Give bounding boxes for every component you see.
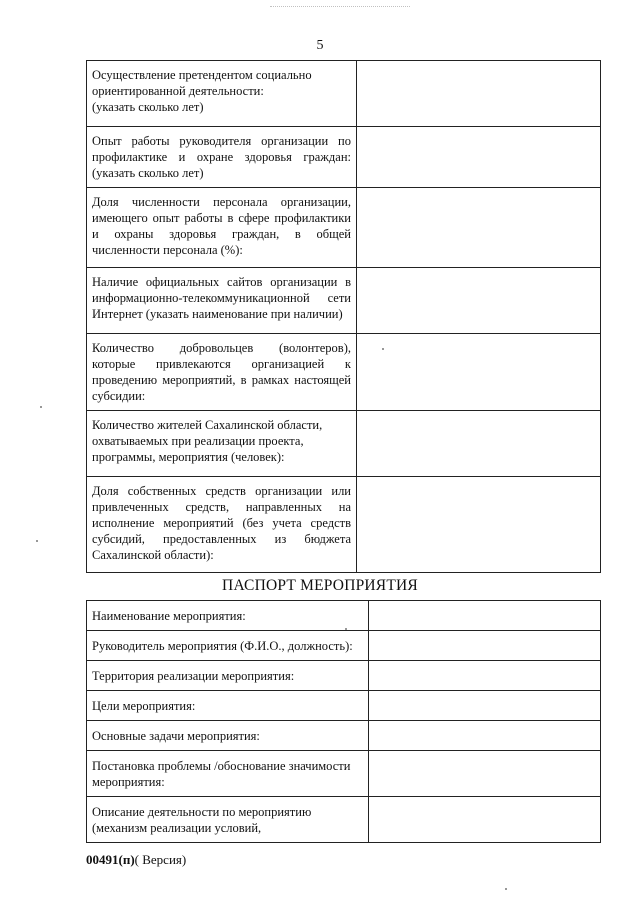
row-label: Руководитель мероприятия (Ф.И.О., должность): — [87, 631, 369, 661]
table-row — [87, 601, 601, 631]
row-label: Количество добровольцев (волонтеров), которые привлекаются организацией к проведению мероприятий, в рамках настоящей субсидии: — [87, 334, 357, 411]
row-value-field[interactable] — [357, 127, 601, 188]
row-label: Цели мероприятия: — [87, 691, 369, 721]
row-value-field[interactable] — [357, 334, 601, 411]
row-value-field[interactable] — [357, 61, 601, 127]
table-row — [87, 631, 601, 661]
organization-info-table — [86, 60, 601, 573]
row-label: Постановка проблемы /обоснование значимости мероприятия: — [87, 751, 369, 797]
row-label: Осуществление претендентом социально ориентированной деятельности: (указать сколько лет) — [87, 61, 357, 127]
table-row — [87, 721, 601, 751]
scan-speck — [345, 628, 347, 630]
page-number: 5 — [316, 38, 324, 53]
row-label: Количество жителей Сахалинской области, охватываемых при реализации проекта, программы, мероприятия (человек): — [87, 411, 357, 477]
row-value-field[interactable] — [369, 797, 601, 843]
table-row — [87, 691, 601, 721]
scan-artifact — [270, 6, 410, 15]
table-row — [87, 61, 601, 127]
document-version: ( Версия) — [134, 852, 187, 867]
scan-speck — [505, 888, 507, 890]
row-value-field[interactable] — [369, 751, 601, 797]
table-row — [87, 411, 601, 477]
table-row — [87, 268, 601, 334]
row-label: Описание деятельности по мероприятию (механизм реализации условий, — [87, 797, 369, 843]
table-row — [87, 661, 601, 691]
row-value-field[interactable] — [369, 721, 601, 751]
row-label: Наименование мероприятия: — [87, 601, 369, 631]
table-row — [87, 334, 601, 411]
row-label: Опыт работы руководителя организации по профилактике и охране здоровья граждан: (указать сколько лет) — [87, 127, 357, 188]
row-label: Территория реализации мероприятия: — [87, 661, 369, 691]
table-row — [87, 751, 601, 797]
row-label: Доля собственных средств организации или привлеченных средств, направленных на исполнение мероприятий (без учета средств субсидий, предоставленных из бюджета Сахалинской области): — [87, 477, 357, 573]
row-value-field[interactable] — [357, 188, 601, 268]
row-label: Основные задачи мероприятия: — [87, 721, 369, 751]
row-value-field[interactable] — [369, 631, 601, 661]
table-row — [87, 127, 601, 188]
scan-speck — [40, 406, 42, 408]
row-value-field[interactable] — [357, 477, 601, 573]
row-value-field[interactable] — [369, 601, 601, 631]
footer-code — [86, 852, 186, 868]
event-passport-table — [86, 600, 601, 843]
row-value-field[interactable] — [357, 411, 601, 477]
scan-speck — [36, 540, 38, 542]
row-label: Доля численности персонала организации, имеющего опыт работы в сфере профилактики и охраны здоровья граждан, в общей численности персонала (%): — [87, 188, 357, 268]
row-value-field[interactable] — [357, 268, 601, 334]
row-value-field[interactable] — [369, 661, 601, 691]
table-row — [87, 477, 601, 573]
table-row — [87, 797, 601, 843]
scan-speck — [382, 348, 384, 350]
row-label: Наличие официальных сайтов организации в информационно-телекоммуникационной сети Интернет (указать наименование при наличии) — [87, 268, 357, 334]
row-value-field[interactable] — [369, 691, 601, 721]
table-row — [87, 188, 601, 268]
section-title: ПАСПОРТ МЕРОПРИЯТИЯ — [222, 577, 418, 594]
document-code: 00491(п) — [86, 852, 135, 867]
